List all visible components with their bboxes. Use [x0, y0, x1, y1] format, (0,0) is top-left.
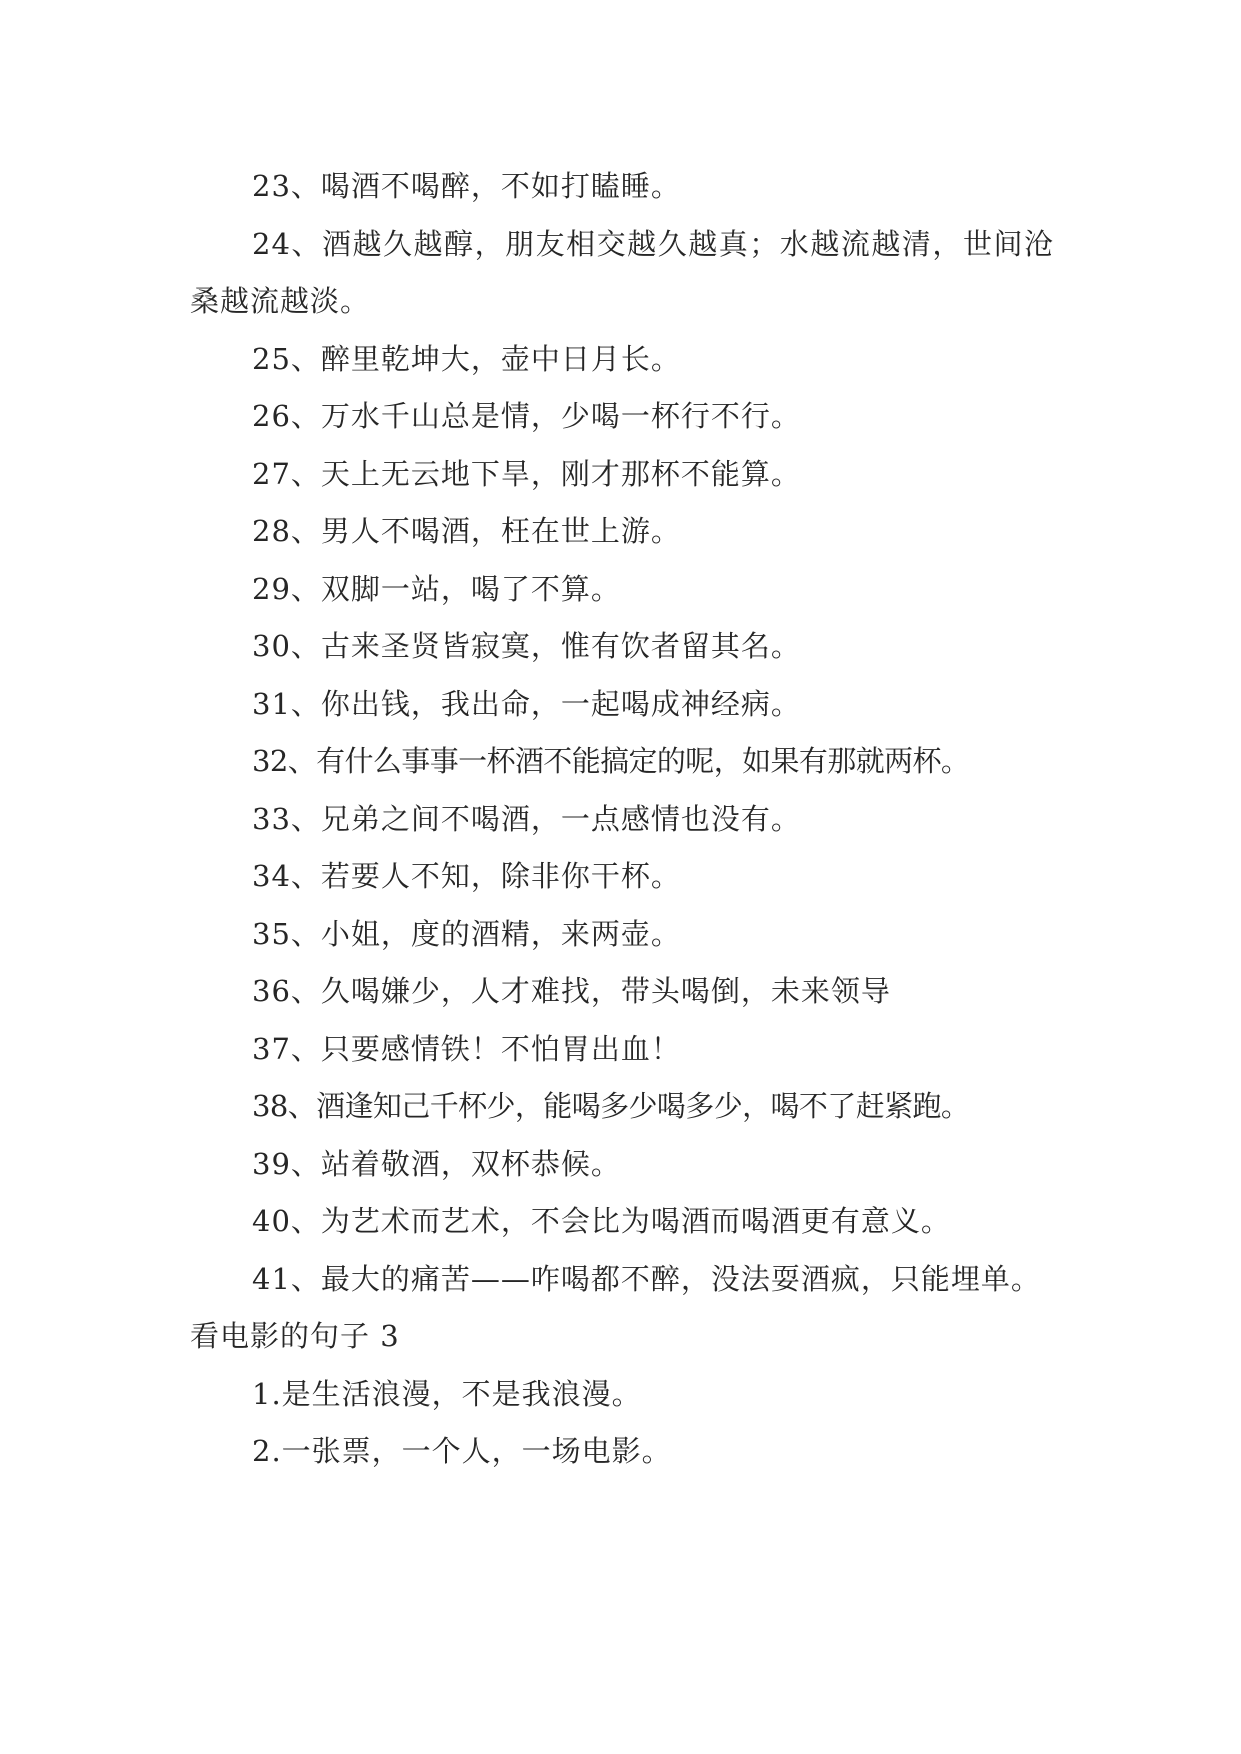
list-item: 29、双脚一站，喝了不算。 [252, 571, 621, 606]
list-item: 34、若要人不知，除非你干杯。 [252, 859, 681, 893]
list-item: 33、兄弟之间不喝酒，一点感情也没有。 [252, 801, 801, 836]
list-item: 35、小姐，度的酒精，来两壶。 [252, 916, 681, 951]
list-item: 24、酒越久越醇，朋友相交越久越真；水越流越清，世间沧桑越流越淡。 [190, 226, 1054, 318]
list-item: 41、最大的痛苦——咋喝都不醉，没法耍酒疯，只能埋单。 [252, 1261, 1041, 1296]
list-item: 2.一张票，一个人，一场电影。 [252, 1434, 672, 1468]
list-item: 30、古来圣贤皆寂寞，惟有饮者留其名。 [252, 629, 801, 663]
list-item: 25、醉里乾坤大，壶中日月长。 [252, 341, 681, 376]
list-item: 28、男人不喝酒，枉在世上游。 [252, 514, 681, 548]
list-item: 38、酒逢知己千杯少，能喝多少喝多少，喝不了赶紧跑。 [252, 1089, 970, 1123]
list-item: 36、久喝嫌少，人才难找，带头喝倒，未来领导 [252, 974, 891, 1008]
list-item: 26、万水千山总是情，少喝一杯行不行。 [252, 399, 801, 433]
document-body [190, 158, 1054, 1481]
list-item: 40、为艺术而艺术，不会比为喝酒而喝酒更有意义。 [252, 1204, 951, 1238]
list-item: 39、站着敬酒，双杯恭候。 [252, 1146, 621, 1181]
list-item: 37、只要感情铁！不怕胃出血！ [252, 1031, 681, 1066]
list-item: 31、你出钱，我出命，一起喝成神经病。 [252, 686, 801, 721]
list-item: 1.是生活浪漫，不是我浪漫。 [252, 1376, 642, 1411]
list-item: 23、喝酒不喝醉，不如打瞌睡。 [252, 169, 681, 203]
list-item: 32、有什么事事一杯酒不能搞定的呢，如果有那就两杯。 [252, 744, 970, 778]
list-item: 27、天上无云地下旱，刚才那杯不能算。 [252, 456, 801, 491]
section-heading: 看电影的句子 3 [190, 1319, 400, 1353]
